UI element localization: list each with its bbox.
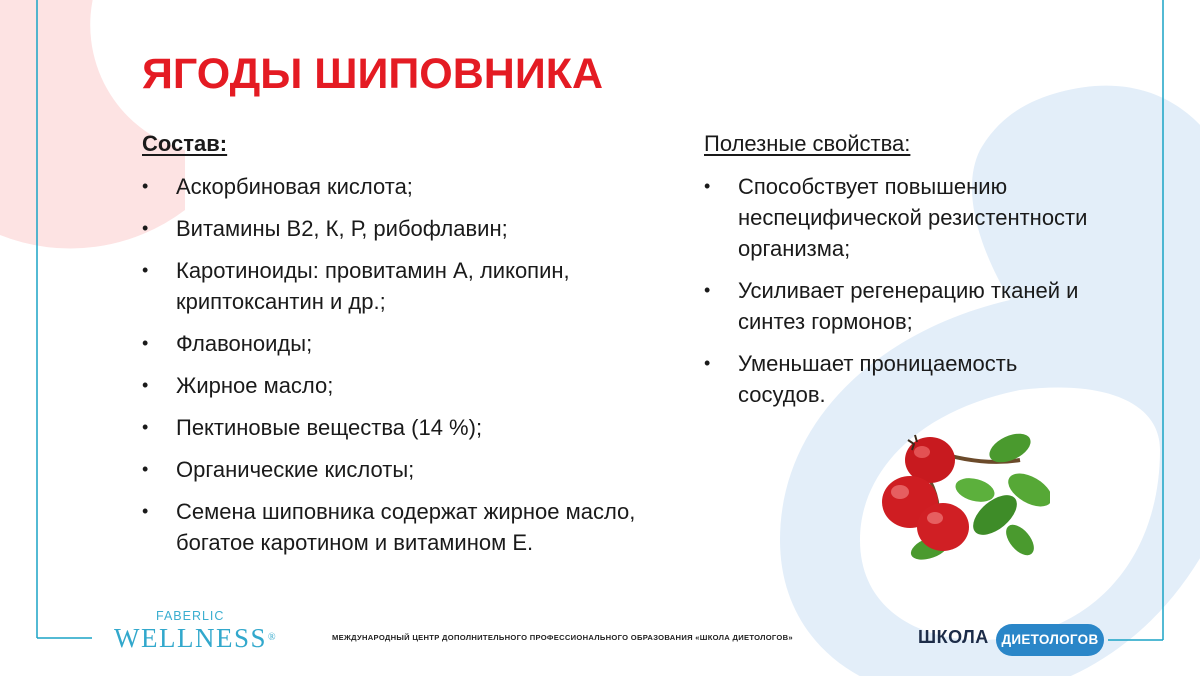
bullet-icon: • [704,176,711,196]
list-item [142,412,682,443]
bullet-icon: • [142,218,149,238]
brand-big-word: WELLNESS [114,623,267,653]
list-item-text: Жирное масло; [176,373,334,398]
bullet-icon: • [142,333,149,353]
bullet-icon: • [142,459,149,479]
slide-title: ЯГОДЫ ШИПОВНИКА [142,50,604,98]
list-item [142,496,682,558]
list-item-text: Способствует повышению неспецифической резистентности организма; [738,174,1088,261]
rosehip-berries-image [870,420,1050,570]
composition-heading: Состав: [142,131,228,156]
benefits-heading: Полезные свойства: [704,131,911,156]
bullet-icon: • [142,260,149,280]
list-item-text: Семена шиповника содержат жирное масло, богатое каротином и витамином Е. [176,499,636,555]
brand-small-text: FABERLIC [156,609,225,623]
bullet-icon: • [704,353,711,373]
list-item [142,255,682,317]
list-item [142,370,682,401]
list-item-text: Аскорбиновая кислота; [176,174,413,199]
dietologov-pill: ДИЕТОЛОГОВ [996,624,1104,656]
bullet-icon: • [142,176,149,196]
list-item-text: Витамины В2, К, Р, рибофлавин; [176,216,508,241]
list-item-text: Пектиновые вещества (14 %); [176,415,483,440]
list-item [704,275,1104,337]
school-word: ШКОЛА [918,627,989,647]
list-item [142,454,682,485]
list-item-text: Усиливает регенерацию тканей и синтез гормонов; [738,278,1079,334]
list-item [704,171,1104,264]
list-item [704,348,1104,410]
footer-center-text: МЕЖДУНАРОДНЫЙ ЦЕНТР ДОПОЛНИТЕЛЬНОГО ПРОФЕССИОНАЛЬНОГО ОБРАЗОВАНИЯ «ШКОЛА ДИЕТОЛОГОВ» [332,633,793,642]
brand-big-text [114,623,277,653]
list-item-text: Органические кислоты; [176,457,415,482]
list-item [142,171,682,202]
faberlic-wellness-logo [114,609,277,653]
bullet-icon: • [142,417,149,437]
registered-mark: ® [268,632,278,643]
list-item [142,328,682,359]
bullet-icon: • [142,501,149,521]
benefits-list [704,171,1104,421]
list-item [142,213,682,244]
composition-list [142,171,682,569]
bullet-icon: • [704,280,711,300]
list-item-text: Уменьшает проницаемость сосудов. [738,351,1018,407]
bullet-icon: • [142,375,149,395]
list-item-text: Каротиноиды: провитамин А, ликопин, криптоксантин и др.; [176,258,570,314]
list-item-text: Флавоноиды; [176,331,313,356]
